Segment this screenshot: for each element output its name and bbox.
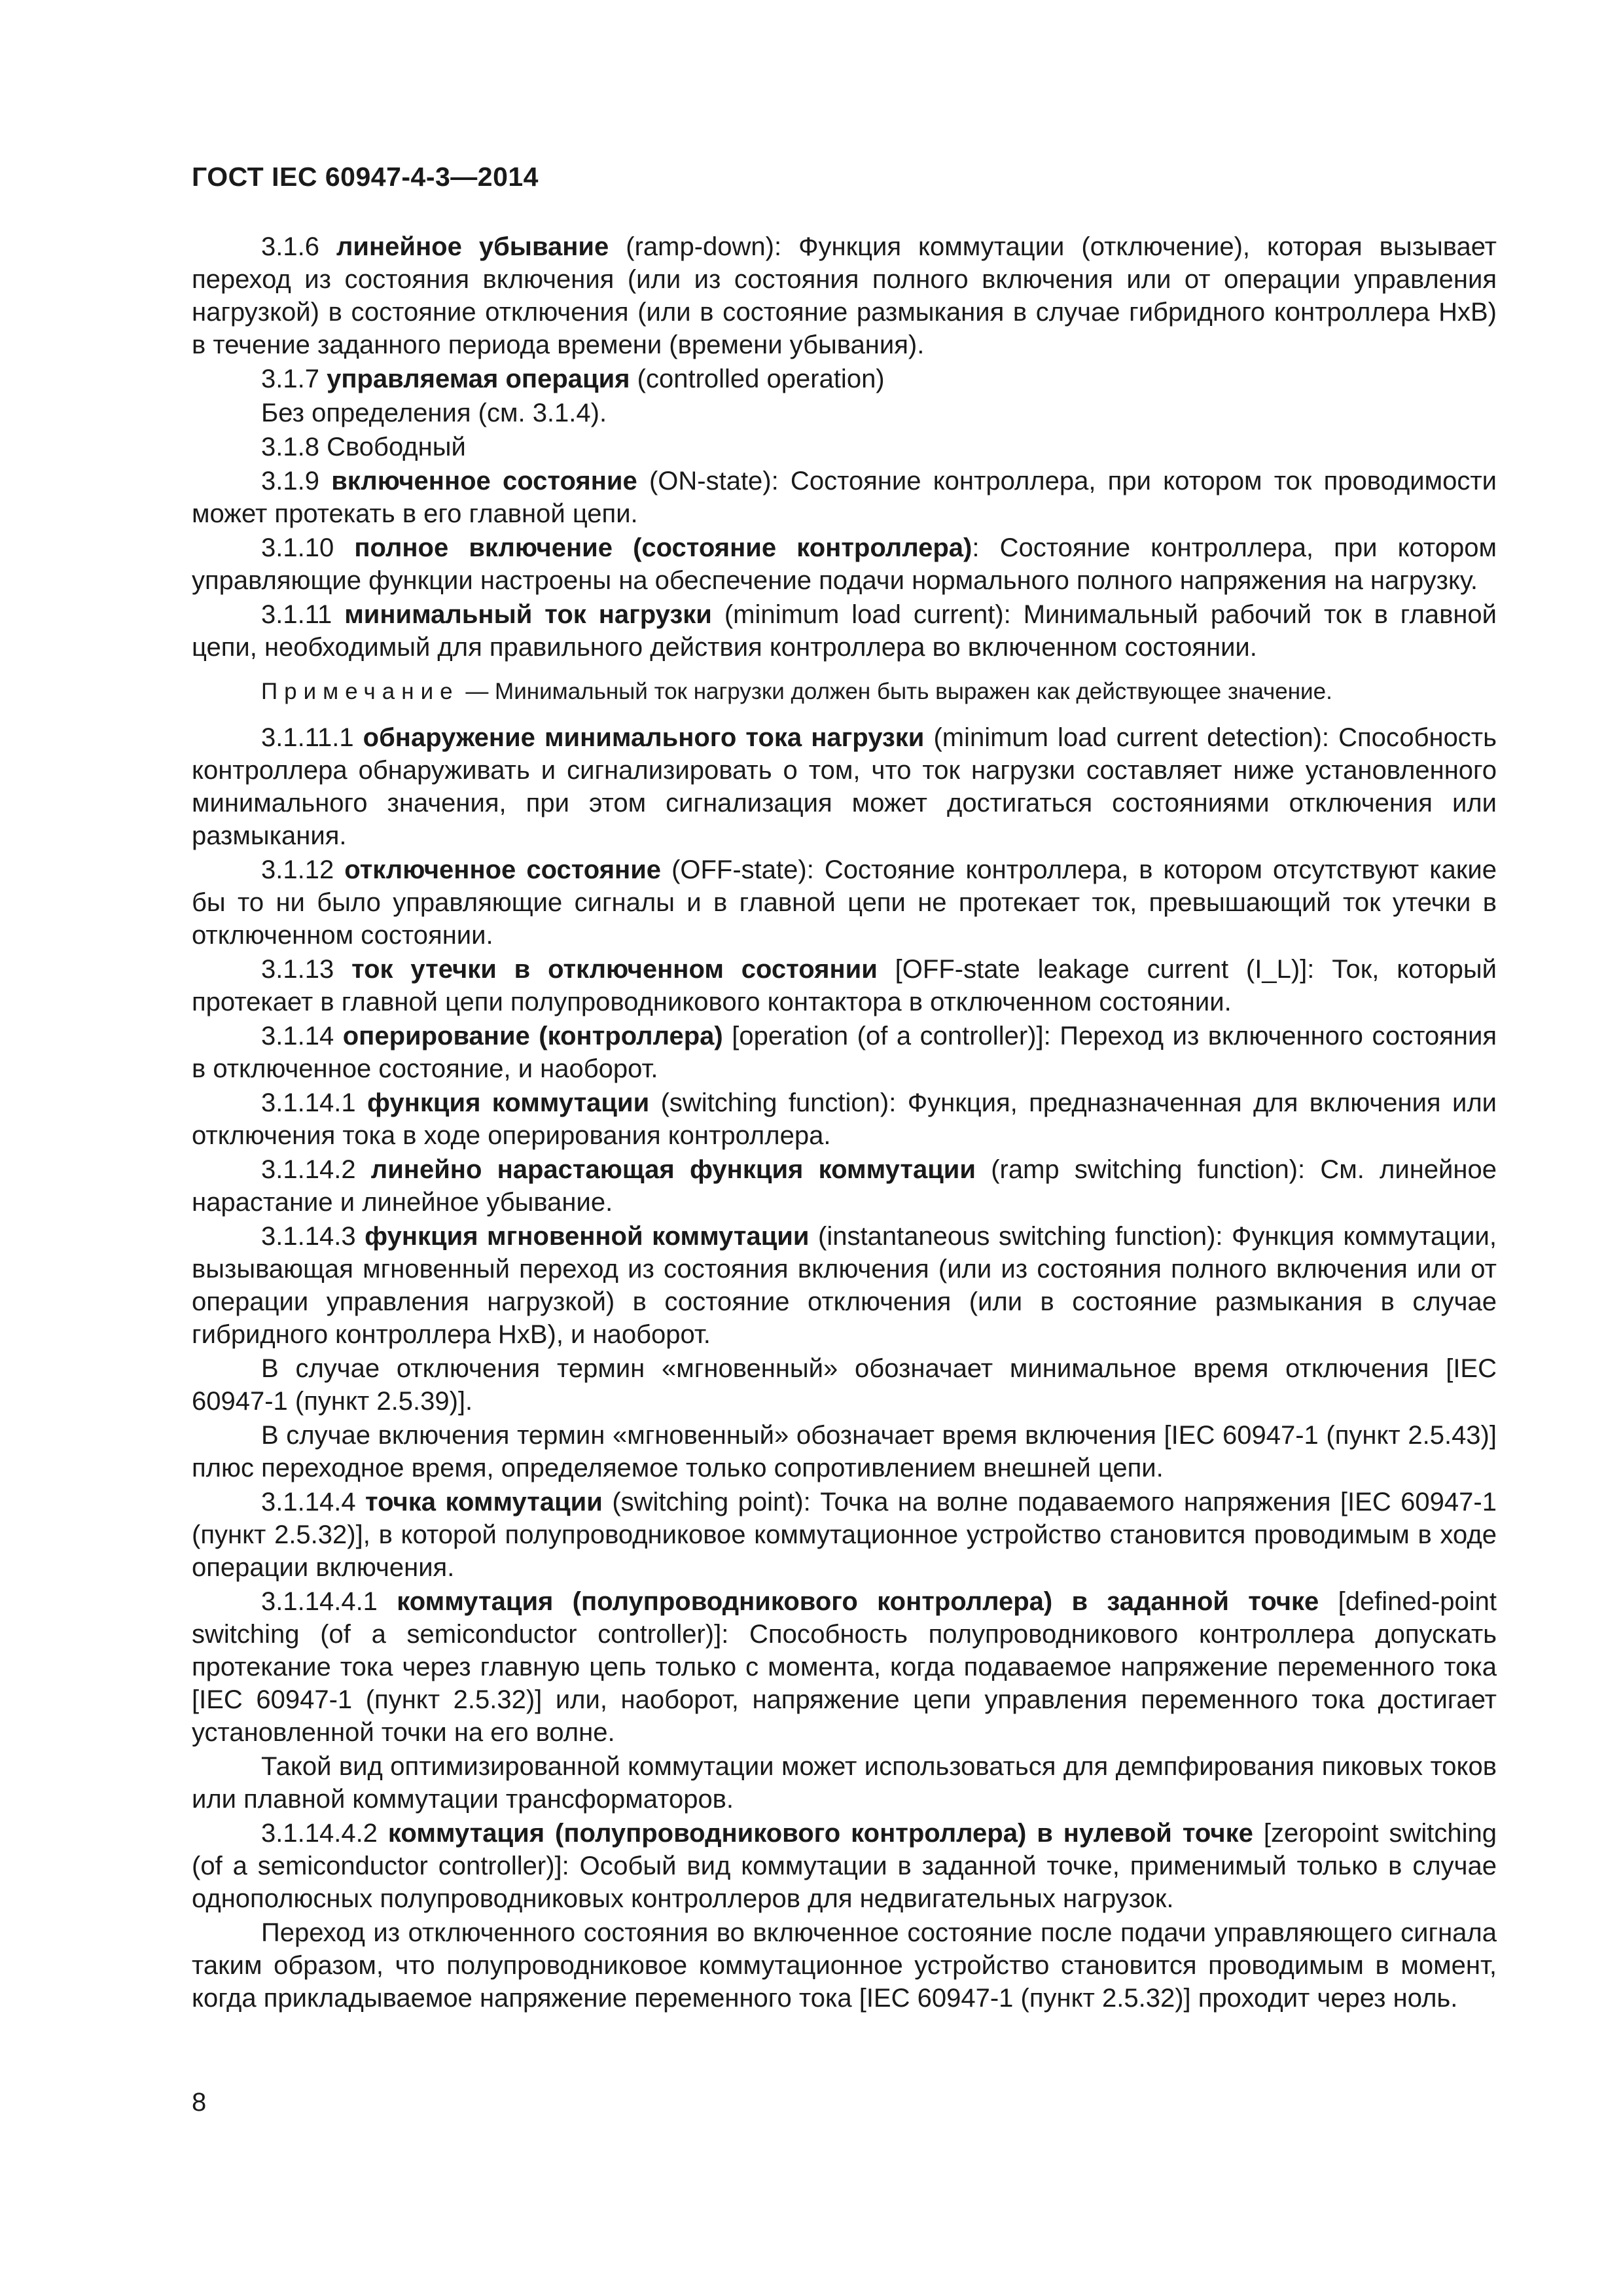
definition-text: (controlled operation)	[637, 365, 885, 393]
paragraph	[192, 1086, 1497, 1152]
paragraph	[192, 598, 1497, 664]
clause-number: 3.1.8	[261, 433, 319, 461]
note	[192, 675, 1497, 708]
definition-text: Без определения (см. 3.1.4).	[261, 399, 607, 427]
clause-number: 3.1.6	[261, 232, 319, 261]
clause-number: 3.1.14.4.1	[261, 1587, 378, 1616]
paragraph	[192, 363, 1497, 395]
definition-text: (switching function): Функция, предназначенная для включения или отключения тока в ходе оперирования контроллера.	[192, 1088, 1497, 1150]
paragraph	[192, 1153, 1497, 1219]
clause-number: 3.1.14.3	[261, 1222, 356, 1251]
clause-number: 3.1.14	[261, 1022, 334, 1050]
term: функция коммутации	[366, 1088, 650, 1117]
paragraph	[192, 853, 1497, 952]
document-body	[192, 230, 1497, 2016]
term: точка коммутации	[365, 1488, 603, 1516]
definition-text: (OFF-state): Состояние контроллера, в котором отсутствуют какие бы то ни было управляющие сигналы и в главной цепи не протекает ток, превышающий ток утечки в отключенном состоянии.	[192, 855, 1497, 950]
paragraph	[192, 1486, 1497, 1584]
term: минимальный ток нагрузки	[344, 600, 712, 629]
clause-number: 3.1.12	[261, 855, 334, 884]
definition-text: (switching point): Точка на волне подаваемого напряжения [IEC 60947-1 (пункт 2.5.32)], в которой полупроводниковое коммутационное устройство становится проводимым в ходе операции включения.	[192, 1488, 1497, 1582]
term: полное включение (состояние контроллера)	[354, 533, 972, 562]
note-text: — Минимальный ток нагрузки должен быть выражен как действующее значение.	[465, 679, 1332, 704]
definition-text: (ramp-down): Функция коммутации (отключение), которая вызывает переход из состояния включения (или из состояния полного включения или от операции управления нагрузкой) в состояние отключения (или в состояние размыкания в случае гибридного контроллера HxB) в течение заданного периода времени (времени убывания).	[192, 232, 1497, 359]
term: управляемая операция	[327, 365, 630, 393]
definition-text: : Состояние контроллера, при котором управляющие функции настроены на обеспечение подачи нормального полного напряжения на нагрузку.	[192, 533, 1497, 595]
paragraph	[192, 721, 1497, 852]
note-label: Примечание	[261, 679, 459, 704]
clause-number: 3.1.9	[261, 467, 319, 495]
paragraph	[192, 465, 1497, 530]
paragraph	[192, 1020, 1497, 1085]
paragraph	[192, 1750, 1497, 1816]
paragraph	[192, 1585, 1497, 1749]
definition-text: Переход из отключенного состояния во включенное состояние после подачи управляющего сигнала таким образом, что полупроводниковое коммутационное устройство становится проводимым в момент, когда прикладываемое напряжение переменного тока [IEC 60947-1 (пункт 2.5.32)] проходит через ноль.	[192, 1918, 1497, 2013]
paragraph	[192, 1916, 1497, 2015]
definition-text: [defined-point switching (of a semiconductor controller)]: Способность полупроводникового контроллера допускать протекание тока через главную цепь только с момента, когда подаваемое напряжение переменного тока [IEC 60947-1 (пункт 2.5.32)] или, наоборот, напряжение цепи управления переменного тока достигает установленной точки на его волне.	[192, 1587, 1497, 1747]
clause-number: 3.1.14.1	[261, 1088, 356, 1117]
term: включенное состояние	[331, 467, 637, 495]
paragraph	[192, 1220, 1497, 1351]
paragraph	[192, 531, 1497, 597]
term: линейно нарастающая функция коммутации	[370, 1155, 976, 1184]
page-number: 8	[192, 2088, 207, 2117]
term: ток утечки в отключенном состоянии	[351, 955, 878, 984]
paragraph	[192, 1352, 1497, 1418]
definition-text: (ON-state): Состояние контроллера, при котором ток проводимости может протекать в его главной цепи.	[192, 467, 1497, 528]
clause-number: 3.1.14.4.2	[261, 1819, 378, 1848]
term: функция мгновенной коммутации	[365, 1222, 810, 1251]
clause-number: 3.1.7	[261, 365, 319, 393]
definition-text: (instantaneous switching function): Функция коммутации, вызывающая мгновенный переход из состояния включения (или из состояния полного включения или от операции управления нагрузкой) в состояние отключения (или в состояние размыкания в случае гибридного контроллера HxB), и наоборот.	[192, 1222, 1497, 1349]
definition-text: Свободный	[327, 433, 466, 461]
definition-text: [operation (of a controller)]: Переход из включенного состояния в отключенное состояние, и наоборот.	[192, 1022, 1497, 1083]
definition-text: (minimum load current): Минимальный рабочий ток в главной цепи, необходимый для правильного действия контроллера во включенном состоянии.	[192, 600, 1497, 662]
definition-text: (ramp switching function): См. линейное нарастание и линейное убывание.	[192, 1155, 1497, 1217]
term: отключенное состояние	[344, 855, 662, 884]
term: линейное убывание	[336, 232, 609, 261]
definition-text: [zeropoint switching (of a semiconductor controller)]: Особый вид коммутации в заданной точке, применимый только в случае однополюсных полупроводниковых контроллеров для недвигательных нагрузок.	[192, 1819, 1497, 1913]
paragraph	[192, 431, 1497, 463]
clause-number: 3.1.10	[261, 533, 334, 562]
clause-number: 3.1.14.4	[261, 1488, 356, 1516]
term: коммутация (полупроводникового контроллера) в заданной точке	[397, 1587, 1319, 1616]
paragraph	[192, 953, 1497, 1018]
clause-number: 3.1.14.2	[261, 1155, 356, 1184]
term: коммутация (полупроводникового контроллера) в нулевой точке	[387, 1819, 1253, 1848]
clause-number: 3.1.11.1	[261, 723, 354, 752]
paragraph	[192, 397, 1497, 429]
clause-number: 3.1.13	[261, 955, 334, 984]
paragraph	[192, 230, 1497, 361]
definitions-block-2	[192, 721, 1497, 2015]
term: оперирование (контроллера)	[342, 1022, 723, 1050]
term: обнаружение минимального тока нагрузки	[363, 723, 925, 752]
definitions-block-1	[192, 230, 1497, 664]
definition-text: В случае включения термин «мгновенный» обозначает время включения [IEC 60947-1 (пункт 2.5.43)] плюс переходное время, определяемое только сопротивлением внешней цепи.	[192, 1421, 1497, 1482]
paragraph	[192, 1419, 1497, 1484]
definition-text: В случае отключения термин «мгновенный» обозначает минимальное время отключения [IEC 60947-1 (пункт 2.5.39)].	[192, 1354, 1497, 1416]
document-header: ГОСТ IEC 60947-4-3—2014	[192, 162, 539, 192]
definition-text: (minimum load current detection): Способность контроллера обнаруживать и сигнализировать о том, что ток нагрузки составляет ниже установленного минимального значения, при этом сигнализация может достигаться состояниями отключения или размыкания.	[192, 723, 1497, 850]
clause-number: 3.1.11	[261, 600, 332, 629]
definition-text: [OFF-state leakage current (I_L)]: Ток, который протекает в главной цепи полупроводникового контактора в отключенном состоянии.	[192, 955, 1497, 1016]
definition-text: Такой вид оптимизированной коммутации может использоваться для демпфирования пиковых токов или плавной коммутации трансформаторов.	[192, 1752, 1497, 1814]
paragraph	[192, 1817, 1497, 1915]
